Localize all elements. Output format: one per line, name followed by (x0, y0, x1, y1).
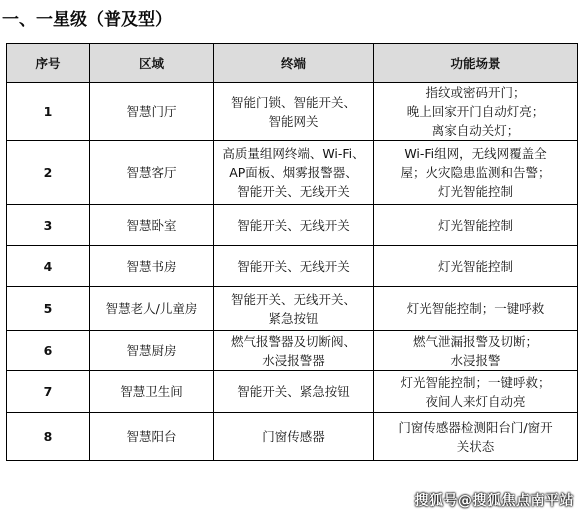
table-row (7, 413, 578, 461)
row-no: 4 (7, 246, 90, 287)
row-no: 1 (7, 83, 90, 141)
row-scene (374, 287, 578, 331)
smart-home-table (6, 43, 578, 461)
terminal-line: 智能开关、无线开关 (237, 217, 350, 233)
row-no: 5 (7, 287, 90, 331)
row-terminal (214, 141, 374, 205)
terminal-line: 智能开关、无线开关 (237, 258, 350, 274)
watermark: 搜狐号@搜狐焦点南平站 (414, 493, 574, 509)
table-header-row (7, 44, 578, 83)
terminal-line: 紧急按钮 (268, 310, 319, 326)
row-terminal (214, 413, 374, 461)
row-scene (374, 205, 578, 246)
row-no: 8 (7, 413, 90, 461)
row-terminal (214, 83, 374, 141)
terminal-line: 智能网关 (268, 113, 319, 129)
header-scene: 功能场景 (374, 44, 578, 83)
header-no: 序号 (7, 44, 90, 83)
row-area: 智慧老人/儿童房 (90, 287, 214, 331)
scene-line: 关状态 (456, 438, 495, 454)
terminal-line: 高质量组网终端、Wi-Fi、 (222, 146, 365, 161)
scene-line: 灯光智能控制 (437, 184, 513, 199)
row-scene (374, 371, 578, 413)
terminal-line: 智能开关、紧急按钮 (237, 384, 350, 399)
table-row (7, 246, 578, 287)
table-row (7, 331, 578, 371)
row-terminal (214, 371, 374, 413)
table-row (7, 141, 578, 205)
table-row (7, 83, 578, 141)
row-no: 2 (7, 141, 90, 205)
header-terminal: 终端 (214, 44, 374, 83)
scene-line: 晚上回家开门自动灯亮； (406, 104, 545, 119)
scene-line: 夜间人来灯自动亮 (425, 393, 526, 409)
terminal-line: AP面板、烟雾报警器、 (229, 165, 358, 180)
row-terminal (214, 205, 374, 246)
row-scene (374, 83, 578, 141)
scene-line: 离家自动关灯； (431, 123, 520, 138)
row-scene (374, 246, 578, 287)
row-scene (374, 413, 578, 461)
scene-line: 燃气泄漏报警及切断； (412, 333, 538, 349)
terminal-line: 智能开关、无线开关 (237, 184, 350, 199)
terminal-line: 智能门锁、智能开关、 (230, 94, 356, 110)
scene-line: 灯光智能控制 (437, 258, 513, 274)
table-row (7, 287, 578, 331)
row-scene (374, 141, 578, 205)
row-no: 3 (7, 205, 90, 246)
row-area: 智慧厨房 (90, 331, 214, 371)
row-no: 7 (7, 371, 90, 413)
terminal-line: 水浸报警器 (262, 352, 325, 368)
scene-line: 灯光智能控制；一键呼救 (406, 301, 545, 316)
row-area: 智慧卧室 (90, 205, 214, 246)
scene-line: 指纹或密码开门； (425, 85, 526, 100)
table-row (7, 371, 578, 413)
row-area: 智慧门厅 (90, 83, 214, 141)
scene-line: 屋；火灾隐患监测和告警； (400, 165, 551, 180)
header-area: 区域 (90, 44, 214, 83)
scene-line: 水浸报警 (450, 352, 501, 368)
row-area: 智慧书房 (90, 246, 214, 287)
scene-line: 灯光智能控制 (437, 217, 513, 233)
row-scene (374, 331, 578, 371)
row-area: 智慧阳台 (90, 413, 214, 461)
row-area: 智慧客厅 (90, 141, 214, 205)
terminal-line: 智能开关、无线开关、 (230, 291, 356, 307)
table-row (7, 205, 578, 246)
row-terminal (214, 331, 374, 371)
row-terminal (214, 246, 374, 287)
row-no: 6 (7, 331, 90, 371)
terminal-line: 燃气报警器及切断阀、 (230, 333, 356, 349)
scene-line: 门窗传感器检测阳台门/窗开 (398, 419, 553, 435)
scene-line: 灯光智能控制；一键呼救； (400, 374, 551, 390)
row-terminal (214, 287, 374, 331)
section-heading: 一、一星级（普及型） (2, 10, 172, 30)
scene-line: Wi-Fi组网，无线网覆盖全 (404, 146, 547, 161)
terminal-line: 门窗传感器 (262, 429, 325, 444)
row-area: 智慧卫生间 (90, 371, 214, 413)
